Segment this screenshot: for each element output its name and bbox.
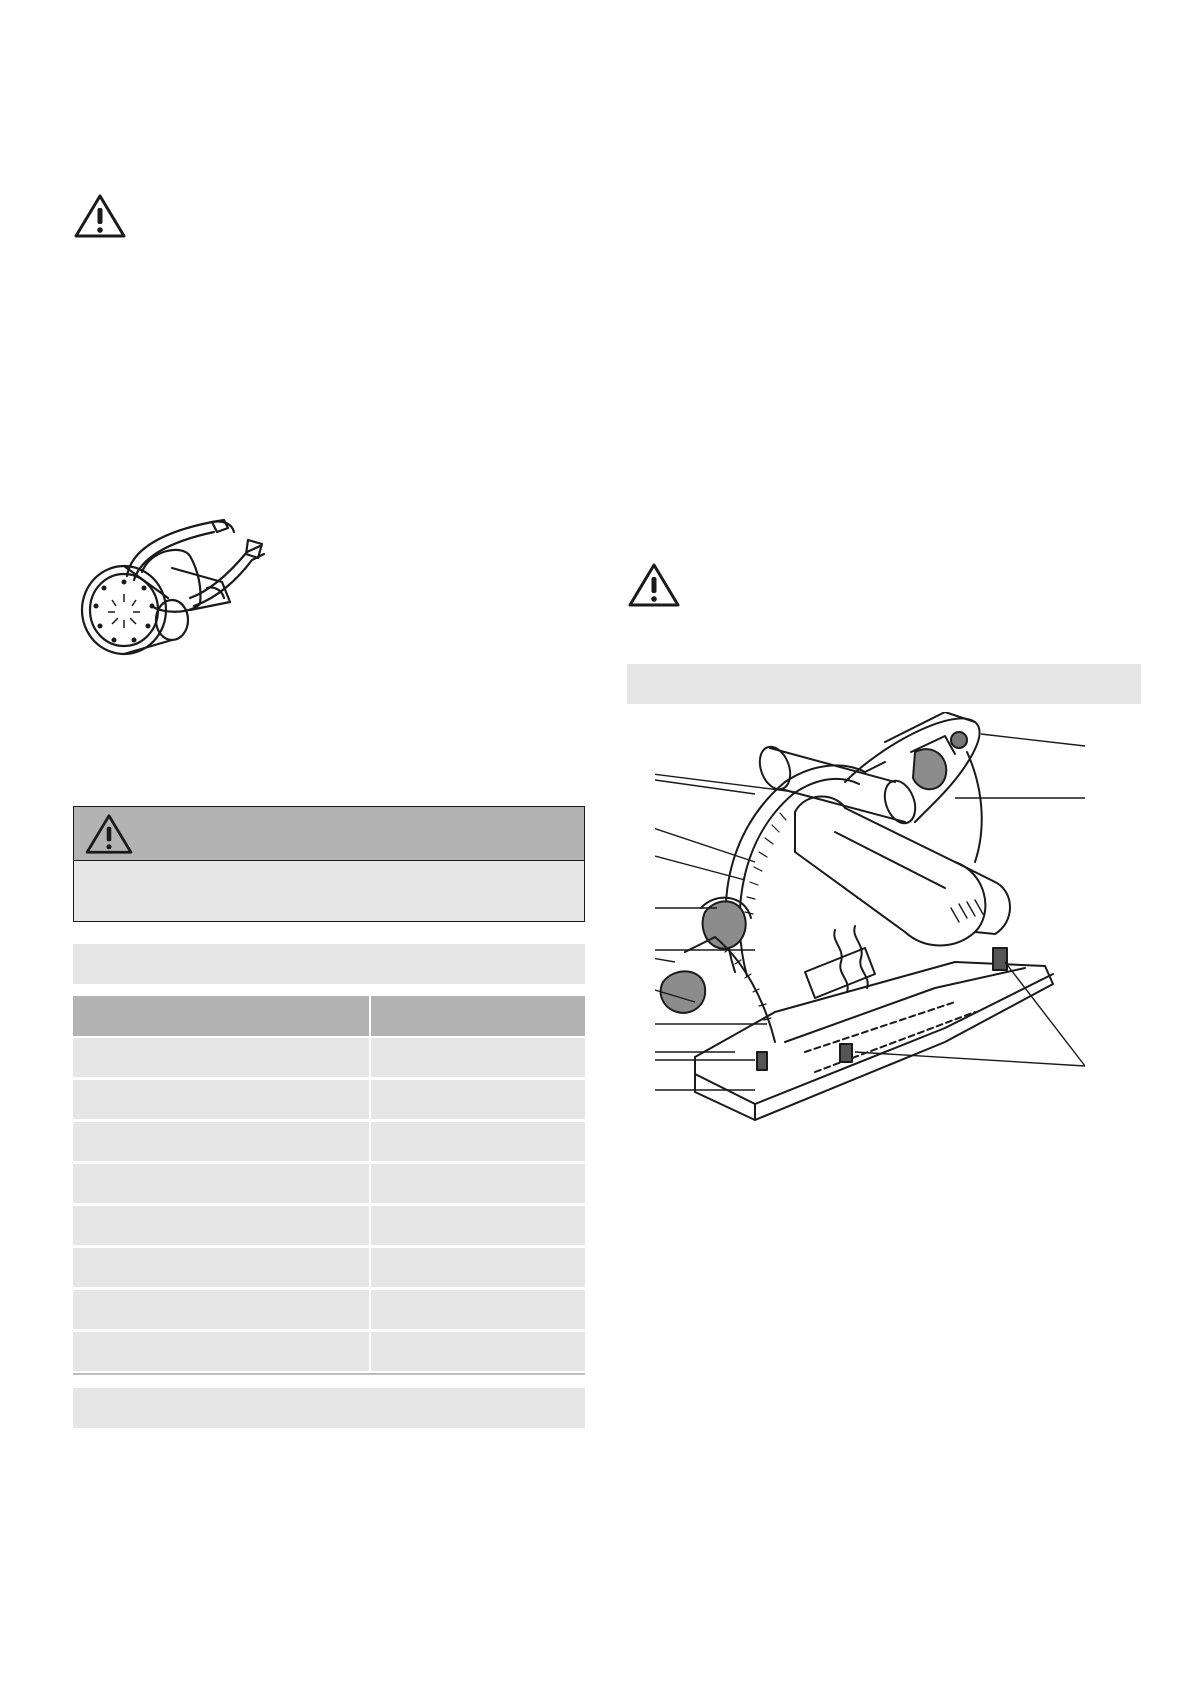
table-cell	[73, 1206, 369, 1245]
table-cell	[371, 1080, 585, 1119]
table-cell	[371, 1038, 585, 1077]
table-cell	[73, 1164, 369, 1203]
respirator-mask-icon	[72, 510, 272, 665]
table-cell	[73, 1038, 369, 1077]
table-cell	[371, 1332, 585, 1371]
table-bottom-rule	[73, 1373, 585, 1375]
section-heading-bar	[627, 664, 1141, 704]
table-header-cell	[73, 996, 369, 1036]
table-cell	[73, 1248, 369, 1287]
warning-triangle-icon	[627, 562, 681, 608]
table-cell	[371, 1122, 585, 1161]
warning-triangle-icon	[84, 813, 134, 855]
table-cell	[73, 1332, 369, 1371]
section-heading-bar	[73, 944, 585, 984]
table-header-cell	[371, 996, 585, 1036]
table-cell	[371, 1248, 585, 1287]
table-cell	[73, 1122, 369, 1161]
table-cell	[371, 1290, 585, 1329]
section-heading-bar	[73, 1388, 585, 1428]
warning-triangle-icon	[73, 193, 127, 239]
table-cell	[73, 1290, 369, 1329]
table-cell	[73, 1080, 369, 1119]
callout-leaders-left	[655, 712, 755, 1132]
warning-box	[73, 806, 585, 922]
warning-box-header	[74, 807, 584, 861]
table-cell	[371, 1164, 585, 1203]
table-cell	[371, 1206, 585, 1245]
